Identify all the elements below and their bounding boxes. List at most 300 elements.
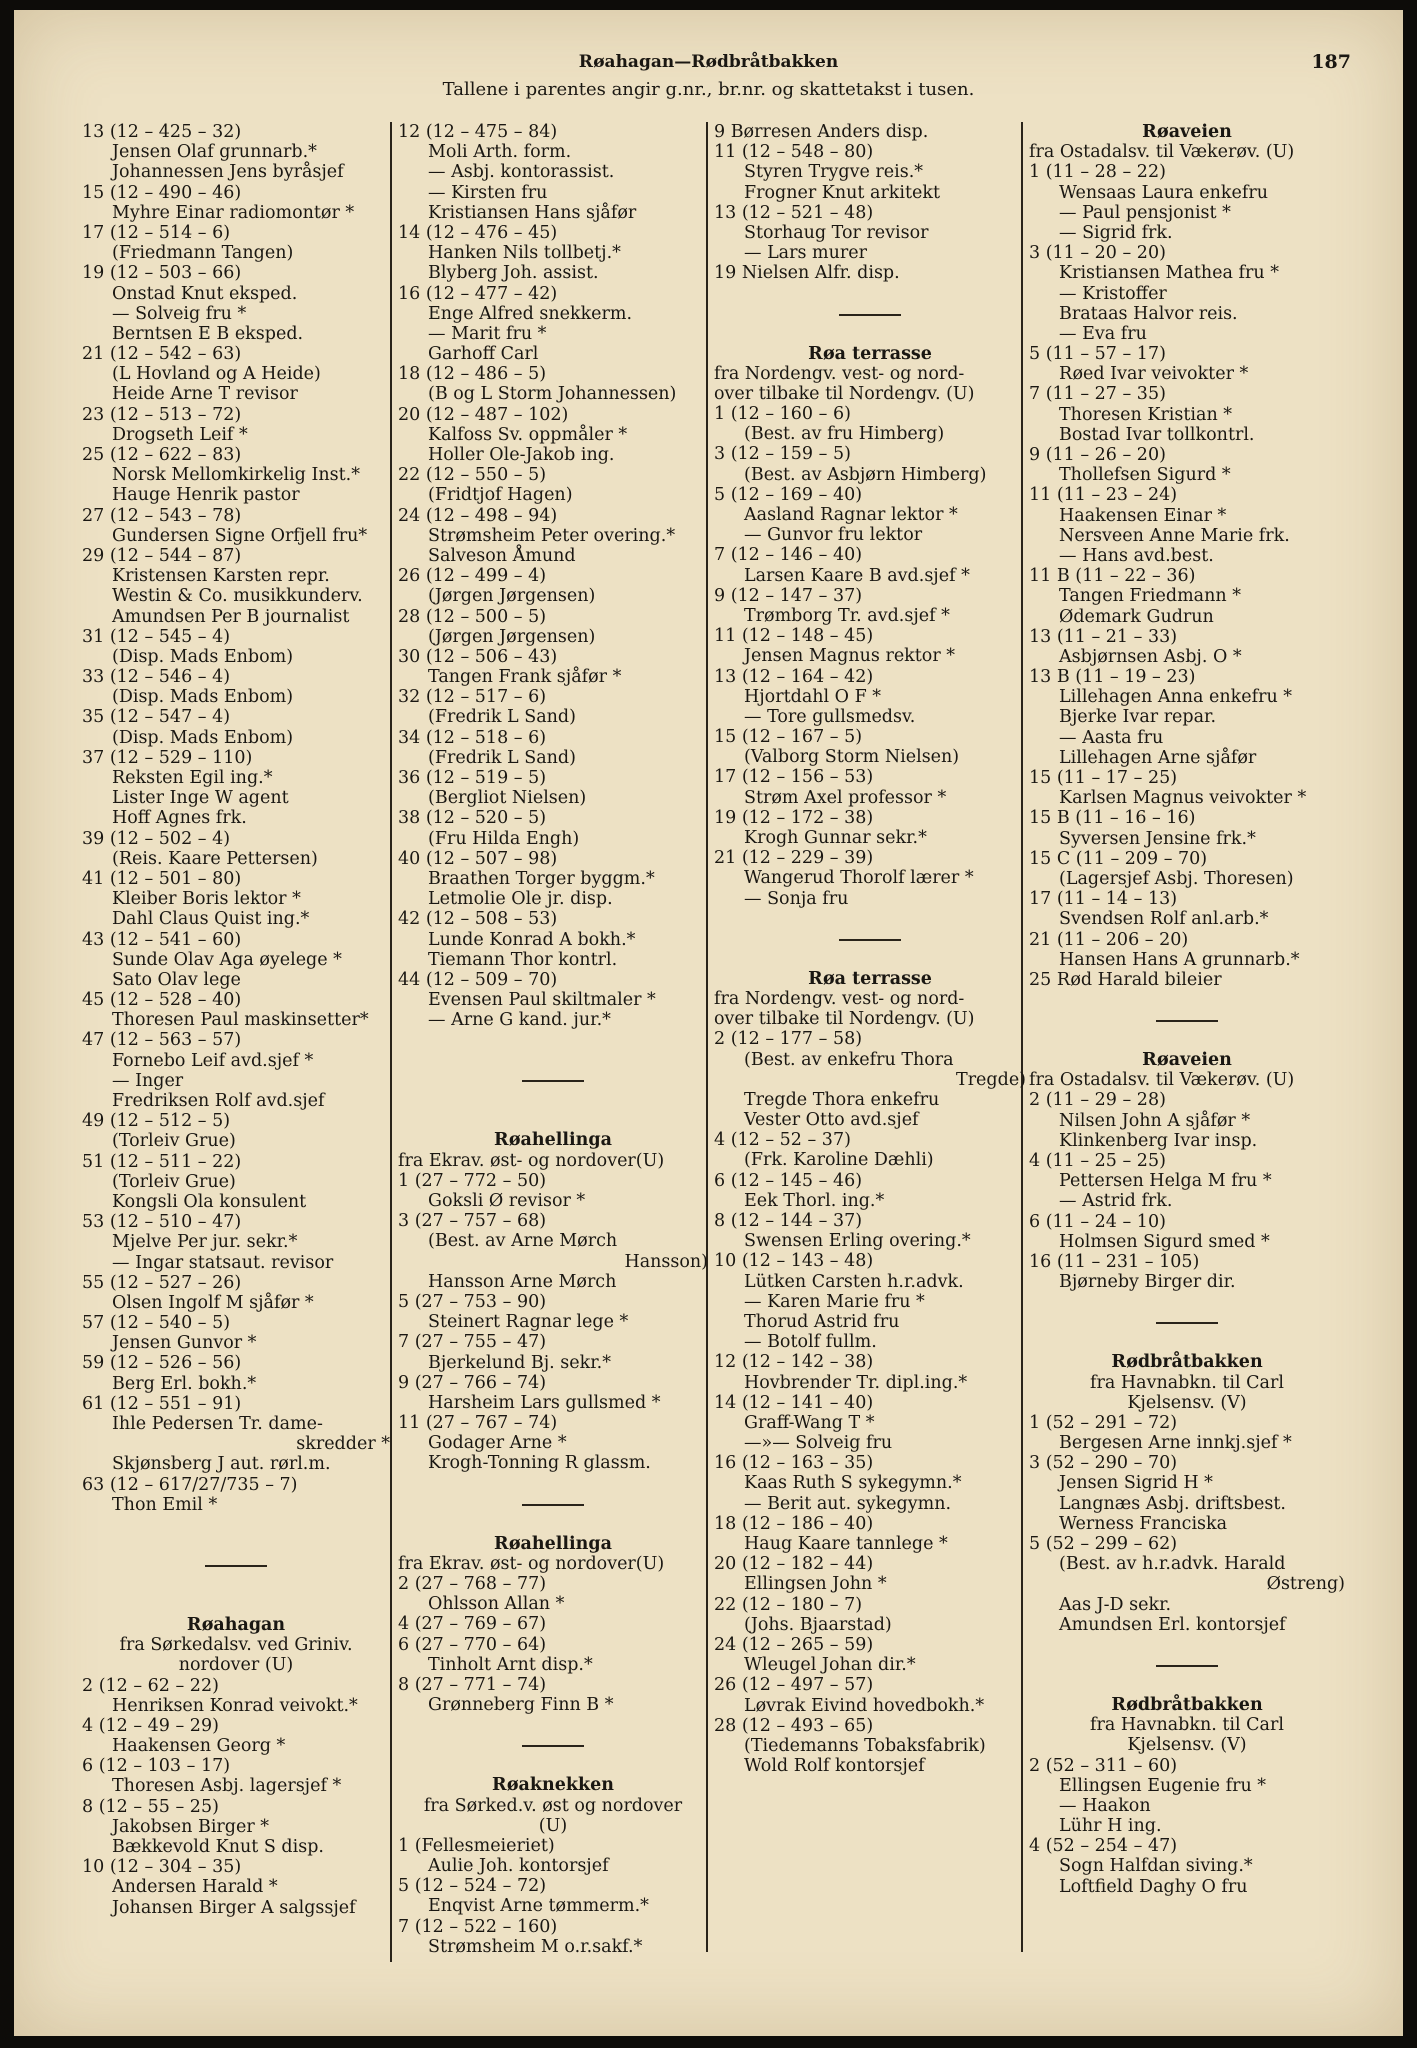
resident-entry: Evensen Paul skiltmaler *: [428, 990, 656, 1011]
directory-line: 13 (12 – 521 – 48): [714, 202, 874, 223]
directory-line: 24 (12 – 265 – 59): [714, 1634, 874, 1655]
section-separator: [1029, 1635, 1345, 1695]
resident-entry: Kristiansen Mathea fru *: [1059, 263, 1279, 284]
resident-entry: (Fru Hilda Engh): [428, 828, 580, 849]
directory-line: 18 (12 – 486 – 5): [398, 364, 547, 385]
resident-entry: Myhre Einar radiomontør *: [112, 202, 355, 223]
directory-line: 9 (12 – 147 – 37): [714, 585, 863, 606]
directory-line: 28 (12 – 493 – 65): [714, 1715, 874, 1736]
section-separator: [714, 909, 1026, 969]
directory-line: 4 (52 – 254 – 47): [1029, 1836, 1178, 1857]
directory-page: [14, 10, 1403, 2036]
directory-line: 20 (12 – 182 – 44): [714, 1554, 874, 1575]
directory-line: 17 (12 – 514 – 6): [82, 222, 231, 243]
resident-entry: Steinert Ragnar lege *: [428, 1312, 629, 1333]
directory-line: 7 (12 – 522 – 160): [398, 1916, 558, 1937]
resident-entry: — Botolf fullm.: [744, 1332, 877, 1353]
resident-entry: Lillehagen Arne sjåfør: [1059, 747, 1257, 768]
directory-line: 4 (11 – 25 – 25): [1029, 1151, 1166, 1171]
resident-entry: Wensaas Laura enkefru: [1059, 182, 1268, 203]
resident-entry: Grønneberg Finn B *: [428, 1695, 614, 1716]
resident-entry: — Astrid frk.: [1059, 1191, 1173, 1212]
resident-entry: Ellingsen Eugenie fru *: [1059, 1775, 1267, 1796]
resident-entry: Graff-Wang T *: [744, 1412, 875, 1433]
resident-entry: (Jørgen Jørgensen): [428, 626, 596, 647]
resident-entry: — Berit aut. sykegymn.: [744, 1493, 952, 1514]
resident-entry: Jensen Gunvor *: [112, 1333, 257, 1354]
directory-line: 1 (52 – 291 – 72): [1029, 1412, 1178, 1433]
resident-entry: Gundersen Signe Orfjell fru*: [112, 525, 368, 546]
resident-entry: Thollefsen Sigurd *: [1059, 465, 1231, 486]
resident-entry: Haug Kaare tannlege *: [744, 1534, 948, 1554]
column-divider: [390, 122, 392, 1962]
page-title: Røahagan—Rødbråtbakken: [578, 52, 839, 72]
resident-entry: Trømborg Tr. avd.sjef *: [744, 605, 950, 626]
resident-entry: Wleugel Johan dir.*: [744, 1655, 916, 1676]
resident-entry: Johansen Birger A salgssjef: [112, 1897, 356, 1918]
resident-entry: Thoresen Asbj. lagersjef *: [112, 1776, 342, 1797]
resident-entry: Holler Ole-Jakob ing.: [428, 445, 615, 465]
directory-line: fra Havnabkn. til Carl: [1090, 1372, 1284, 1393]
resident-entry: Swensen Erling overing.*: [744, 1231, 971, 1252]
directory-line: 5 (52 – 299 – 62): [1029, 1534, 1178, 1554]
resident-entry: — Sigrid frk.: [1059, 222, 1173, 243]
resident-entry: Fornebo Leif avd.sjef *: [112, 1050, 314, 1071]
directory-line: 2 (27 – 768 – 77): [398, 1574, 547, 1594]
directory-line: 61 (12 – 551 – 91): [82, 1393, 242, 1414]
page-subtitle: Tallene i parentes angir g.nr., br.nr. og skattetakst i tusen.: [442, 79, 975, 100]
resident-entry: Nilsen John A sjåfør *: [1059, 1110, 1251, 1131]
resident-entry: Mjelve Per jur. sekr.*: [112, 1232, 298, 1253]
directory-line: 5 (27 – 753 – 90): [398, 1291, 547, 1312]
resident-entry: — Gunvor fru lektor: [744, 525, 923, 546]
resident-entry: Krogh Gunnar sekr.*: [744, 828, 927, 848]
section-separator: [398, 1474, 708, 1534]
resident-entry: (Disp. Mads Enbom): [112, 727, 294, 748]
directory-line: Østreng): [1266, 1574, 1345, 1595]
resident-entry: Aulie Joh. kontorsjef: [428, 1856, 609, 1877]
resident-entry: — Kristoffer: [1059, 283, 1167, 304]
resident-entry: Dahl Claus Quist ing.*: [112, 909, 310, 930]
directory-line: 15 (12 – 167 – 5): [714, 727, 863, 748]
directory-line: 19 Nielsen Alfr. disp.: [714, 263, 900, 284]
directory-line: 10 (12 – 304 – 35): [82, 1857, 242, 1878]
directory-line: 6 (12 – 145 – 46): [714, 1170, 863, 1191]
resident-entry: — Hans avd.best.: [1059, 545, 1214, 566]
resident-entry: Berntsen E B eksped.: [112, 323, 304, 344]
resident-entry: Krogh-Tonning R glassm.: [428, 1453, 651, 1474]
resident-entry: Haakensen Georg *: [112, 1736, 286, 1757]
resident-entry: Lillehagen Anna enkefru *: [1059, 687, 1293, 708]
street-heading: Røaveien: [1142, 1050, 1232, 1071]
resident-entry: Svendsen Rolf anl.arb.*: [1059, 909, 1269, 930]
resident-entry: Loftfield Daghy O fru: [1059, 1876, 1248, 1897]
resident-entry: (Disp. Mads Enbom): [112, 646, 294, 667]
resident-entry: Pettersen Helga M fru *: [1059, 1171, 1272, 1192]
directory-line: 17 (12 – 156 – 53): [714, 767, 874, 788]
resident-entry: Langnæs Asbj. driftsbest.: [1059, 1493, 1286, 1514]
resident-entry: Thorud Astrid fru: [744, 1311, 900, 1332]
resident-entry: Jensen Magnus rektor *: [744, 646, 956, 667]
street-heading: Røaknekken: [492, 1775, 614, 1796]
resident-entry: Moli Arth. form.: [428, 142, 572, 163]
directory-line: 9 (27 – 766 – 74): [398, 1372, 547, 1393]
resident-entry: Haakensen Einar *: [1059, 505, 1227, 526]
directory-line: 29 (12 – 544 – 87): [82, 545, 242, 566]
directory-line: 22 (12 – 550 – 5): [398, 465, 547, 486]
directory-line: 19 (12 – 172 – 38): [714, 807, 874, 828]
directory-line: Kjelsensv. (V): [1127, 1392, 1247, 1413]
resident-entry: (Best. av enkefru Thora: [744, 1049, 954, 1070]
directory-line: 6 (11 – 24 – 10): [1029, 1211, 1166, 1232]
resident-entry: — Haakon: [1059, 1795, 1151, 1816]
directory-line: 9 (11 – 26 – 20): [1029, 445, 1166, 465]
directory-line: 5 (12 – 169 – 40): [714, 484, 863, 505]
resident-entry: Eek Thorl. ing.*: [744, 1190, 885, 1211]
resident-entry: — Arne G kand. jur.*: [428, 1010, 611, 1031]
resident-entry: Wangerud Thorolf lærer *: [744, 868, 974, 889]
directory-line: 16 (12 – 163 – 35): [714, 1453, 874, 1474]
directory-line: over tilbake til Nordengv. (U): [714, 383, 975, 404]
directory-line: 23 (12 – 513 – 72): [82, 404, 242, 425]
resident-entry: Sogn Halfdan siving.*: [1059, 1856, 1253, 1877]
resident-entry: Hansson Arne Mørch: [428, 1271, 617, 1292]
resident-entry: (Fredrik L Sand): [428, 747, 576, 768]
resident-entry: Sunde Olav Aga øyelege *: [112, 949, 342, 970]
resident-entry: — Inger: [112, 1070, 184, 1091]
resident-entry: Bostad Ivar tollkontrl.: [1059, 424, 1255, 445]
resident-entry: Frogner Knut arkitekt: [744, 182, 941, 203]
directory-line: 4 (12 – 49 – 29): [82, 1715, 219, 1736]
directory-line: 7 (11 – 27 – 35): [1029, 384, 1166, 405]
directory-line: nordover (U): [178, 1655, 294, 1676]
resident-entry: Karlsen Magnus veivokter *: [1059, 788, 1307, 809]
directory-line: 3 (11 – 20 – 20): [1029, 243, 1166, 264]
directory-line: 8 (27 – 771 – 74): [398, 1674, 547, 1695]
directory-line: 4 (12 – 52 – 37): [714, 1130, 851, 1151]
resident-entry: Bækkevold Knut S disp.: [112, 1837, 324, 1857]
resident-entry: Godager Arne *: [428, 1433, 567, 1454]
resident-entry: Enqvist Arne tømmerm.*: [428, 1896, 649, 1917]
resident-entry: Fredriksen Rolf avd.sjef: [112, 1091, 325, 1111]
directory-line: 2 (12 – 62 – 22): [82, 1675, 219, 1696]
page-number: 187: [1311, 51, 1351, 73]
directory-line: 2 (12 – 177 – 58): [714, 1029, 863, 1050]
resident-entry: Vester Otto avd.sjef: [744, 1110, 919, 1131]
resident-entry: (Torleiv Grue): [112, 1131, 236, 1152]
directory-line: 12 (12 – 142 – 38): [714, 1352, 874, 1373]
resident-entry: Enge Alfred snekkerm.: [428, 303, 633, 324]
resident-entry: Ihle Pedersen Tr. dame-: [112, 1414, 323, 1434]
resident-entry: Garhoff Carl: [428, 344, 539, 365]
resident-entry: Bjerkelund Bj. sekr.*: [428, 1352, 611, 1373]
directory-line: Tregde): [956, 1069, 1026, 1090]
directory-column-1: [82, 122, 390, 1918]
resident-entry: Løvrak Eivind hovedbokh.*: [744, 1695, 985, 1716]
resident-entry: (Fredrik L Sand): [428, 707, 576, 728]
resident-entry: (Fridtjof Hagen): [428, 485, 573, 506]
resident-entry: Bjerke Ivar repar.: [1059, 707, 1217, 728]
directory-line: 53 (12 – 510 – 47): [82, 1212, 242, 1233]
directory-line: 14 (12 – 141 – 40): [714, 1392, 874, 1413]
resident-entry: (Jørgen Jørgensen): [428, 586, 596, 607]
directory-line: 1 (Fellesmeieriet): [398, 1835, 555, 1856]
directory-column-3: [714, 122, 1026, 1776]
street-heading: Røahagan: [186, 1614, 286, 1635]
directory-line: 4 (27 – 769 – 67): [398, 1614, 547, 1635]
resident-entry: Tregde Thora enkefru: [744, 1089, 940, 1110]
resident-entry: Harsheim Lars gullsmed *: [428, 1392, 661, 1413]
directory-line: 63 (12 – 617/27/735 – 7): [82, 1474, 298, 1495]
directory-line: 43 (12 – 541 – 60): [82, 929, 242, 950]
resident-entry: Hansen Hans A grunnarb.*: [1059, 949, 1300, 970]
directory-line: fra Nordengv. vest- og nord-: [714, 988, 965, 1009]
resident-entry: — Solveig fru *: [112, 303, 247, 324]
resident-entry: Skjønsberg J aut. rørl.m.: [112, 1454, 331, 1475]
resident-entry: Amundsen Erl. kontorsjef: [1059, 1614, 1286, 1635]
directory-line: 6 (12 – 103 – 17): [82, 1756, 231, 1777]
directory-line: 1 (11 – 28 – 22): [1029, 162, 1166, 183]
directory-line: 2 (11 – 29 – 28): [1029, 1090, 1166, 1111]
resident-entry: Werness Franciska: [1059, 1513, 1228, 1534]
resident-entry: Tiemann Thor kontrl.: [428, 949, 618, 970]
resident-entry: (Valborg Storm Nielsen): [744, 747, 960, 768]
directory-line: 16 (12 – 477 – 42): [398, 283, 558, 304]
resident-entry: Tinholt Arnt disp.*: [428, 1654, 593, 1675]
directory-line: 13 B (11 – 19 – 23): [1029, 667, 1196, 688]
resident-entry: Hjortdahl O F *: [744, 686, 882, 707]
directory-line: 21 (12 – 229 – 39): [714, 848, 874, 869]
directory-line: 42 (12 – 508 – 53): [398, 909, 558, 930]
resident-entry: Berg Erl. bokh.*: [112, 1373, 257, 1394]
resident-entry: (B og L Storm Johannessen): [428, 384, 677, 405]
directory-line: 15 C (11 – 209 – 70): [1029, 848, 1208, 869]
resident-entry: Hoff Agnes frk.: [112, 808, 247, 829]
resident-entry: Salveson Åmund: [428, 545, 576, 566]
resident-entry: Reksten Egil ing.*: [112, 768, 273, 788]
directory-line: 13 (12 – 425 – 32): [82, 122, 242, 142]
directory-line: fra Sørked.v. øst og nordover: [423, 1795, 683, 1816]
resident-entry: Thon Emil *: [112, 1494, 218, 1515]
resident-entry: (Friedmann Tangen): [112, 243, 294, 264]
resident-entry: Jensen Sigrid H *: [1059, 1473, 1213, 1494]
resident-entry: Ellingsen John *: [744, 1574, 887, 1595]
directory-line: 16 (11 – 231 – 105): [1029, 1251, 1200, 1272]
directory-line: 8 (12 – 55 – 25): [82, 1796, 219, 1817]
resident-entry: (Bergliot Nielsen): [428, 788, 587, 809]
directory-column-4: [1029, 122, 1345, 1897]
resident-entry: (Best. av fru Himberg): [744, 424, 945, 445]
resident-entry: Ødemark Gudrun: [1059, 606, 1214, 627]
directory-line: 13 (12 – 164 – 42): [714, 666, 874, 687]
directory-line: fra Ostadalsv. til Vækerøv. (U): [1029, 1070, 1295, 1091]
resident-entry: Norsk Mellomkirkelig Inst.*: [112, 465, 360, 486]
resident-entry: (Lagersjef Asbj. Thoresen): [1059, 868, 1294, 889]
resident-entry: Olsen Ingolf M sjåfør *: [112, 1292, 314, 1313]
resident-entry: Braathen Torger byggm.*: [428, 868, 655, 889]
directory-line: 14 (12 – 476 – 45): [398, 222, 558, 243]
street-heading: Røahellinga: [494, 1130, 612, 1151]
directory-line: 21 (12 – 542 – 63): [82, 344, 242, 365]
street-heading: Røa terrasse: [808, 343, 932, 364]
directory-line: 37 (12 – 529 – 110): [82, 747, 253, 768]
directory-line: 45 (12 – 528 – 40): [82, 990, 242, 1011]
resident-entry: Onstad Knut eksped.: [112, 283, 298, 304]
directory-line: 11 (12 – 148 – 45): [714, 626, 874, 647]
directory-line: 13 (11 – 21 – 33): [1029, 626, 1178, 647]
directory-line: 39 (12 – 502 – 4): [82, 828, 231, 849]
resident-entry: Kristensen Karsten repr.: [112, 566, 330, 587]
directory-line: 27 (12 – 543 – 78): [82, 505, 242, 526]
resident-entry: Syversen Jensine frk.*: [1059, 828, 1256, 849]
directory-line: 28 (12 – 500 – 5): [398, 606, 547, 627]
directory-line: 3 (12 – 159 – 5): [714, 444, 851, 465]
resident-entry: — Asbj. kontorassist.: [428, 162, 615, 183]
resident-entry: — Tore gullsmedsv.: [744, 706, 916, 727]
directory-line: 26 (12 – 499 – 4): [398, 566, 547, 587]
directory-line: 5 (12 – 524 – 72): [398, 1876, 547, 1897]
resident-entry: Klinkenberg Ivar insp.: [1059, 1130, 1258, 1151]
resident-entry: Jensen Olaf grunnarb.*: [112, 142, 317, 163]
directory-line: fra Sørkedalsv. ved Griniv.: [119, 1635, 353, 1656]
directory-line: 3 (52 – 290 – 70): [1029, 1453, 1178, 1474]
directory-line: 21 (11 – 206 – 20): [1029, 929, 1189, 950]
resident-entry: Strøm Axel professor *: [744, 787, 947, 808]
directory-line: 7 (27 – 755 – 47): [398, 1332, 547, 1353]
resident-entry: Kongsli Ola konsulent: [112, 1191, 307, 1212]
directory-line: fra Nordengv. vest- og nord-: [714, 363, 965, 384]
directory-line: 30 (12 – 506 – 43): [398, 646, 558, 667]
directory-line: 18 (12 – 186 – 40): [714, 1513, 874, 1534]
directory-line: 44 (12 – 509 – 70): [398, 969, 558, 990]
resident-entry: Goksli Ø revisor *: [428, 1191, 586, 1211]
resident-entry: — Aasta fru: [1059, 727, 1164, 748]
directory-line: (U): [538, 1815, 568, 1836]
resident-entry: Johannessen Jens byråsjef: [112, 162, 344, 183]
section-separator: [1029, 1292, 1345, 1352]
resident-entry: Lister Inge W agent: [112, 788, 289, 809]
resident-entry: — Paul pensjonist *: [1059, 202, 1231, 223]
directory-line: 35 (12 – 547 – 4): [82, 707, 231, 728]
resident-entry: Heide Arne T revisor: [112, 384, 298, 405]
directory-line: 11 (11 – 23 – 24): [1029, 485, 1178, 506]
resident-entry: (Best. av Arne Mørch: [428, 1231, 618, 1252]
resident-entry: Kalfoss Sv. oppmåler *: [428, 424, 628, 445]
directory-line: 2 (52 – 311 – 60): [1029, 1755, 1178, 1776]
directory-line: 36 (12 – 519 – 5): [398, 768, 547, 788]
resident-entry: Kristiansen Hans sjåfør: [428, 202, 637, 223]
directory-line: 20 (12 – 487 – 102): [398, 404, 569, 425]
resident-entry: Thoresen Paul maskinsetter*: [112, 1010, 369, 1031]
resident-entry: Hanken Nils tollbetj.*: [428, 243, 621, 264]
directory-line: 15 (11 – 17 – 25): [1029, 768, 1178, 788]
resident-entry: (Best. av Asbjørn Himberg): [744, 464, 987, 485]
section-separator: [1029, 990, 1345, 1050]
directory-line: fra Ekrav. øst- og nordover(U): [398, 1553, 665, 1574]
resident-entry: — Sonja fru: [744, 888, 849, 909]
resident-entry: — Lars murer: [744, 243, 867, 264]
directory-line: 55 (12 – 527 – 26): [82, 1272, 242, 1293]
directory-line: 41 (12 – 501 – 80): [82, 868, 242, 889]
resident-entry: Sato Olav lege: [112, 969, 241, 990]
directory-line: 12 (12 – 475 – 84): [398, 122, 558, 142]
resident-entry: Brataas Halvor reis.: [1059, 303, 1238, 324]
directory-line: fra Ekrav. øst- og nordover(U): [398, 1150, 665, 1171]
resident-entry: Kaas Ruth S sykegymn.*: [744, 1473, 962, 1494]
directory-line: 51 (12 – 511 – 22): [82, 1151, 242, 1172]
resident-entry: Strømsheim M o.r.sakf.*: [428, 1936, 643, 1957]
resident-entry: Aasland Ragnar lektor *: [744, 505, 958, 525]
directory-line: 7 (12 – 146 – 40): [714, 545, 863, 566]
directory-line: 25 (12 – 622 – 83): [82, 445, 242, 465]
section-separator: [398, 1030, 708, 1130]
directory-line: Hansson): [624, 1251, 708, 1272]
directory-line: 31 (12 – 545 – 4): [82, 626, 231, 647]
resident-entry: — Karen Marie fru *: [744, 1291, 925, 1312]
directory-line: fra Ostadalsv. til Vækerøv. (U): [1029, 142, 1295, 163]
resident-entry: (Best. av h.r.advk. Harald: [1059, 1554, 1286, 1575]
street-heading: Rødbråtbakken: [1111, 1352, 1263, 1373]
directory-line: 33 (12 – 546 – 4): [82, 667, 231, 688]
resident-entry: Henriksen Konrad veivokt.*: [112, 1695, 358, 1716]
resident-entry: (Reis. Kaare Pettersen): [112, 848, 318, 869]
directory-line: skredder *: [296, 1434, 390, 1455]
section-separator: [398, 1715, 708, 1775]
street-heading: Røahellinga: [494, 1533, 612, 1554]
resident-entry: — Marit fru *: [428, 323, 547, 344]
directory-line: 9 Børresen Anders disp.: [714, 122, 929, 142]
street-heading: Rødbråtbakken: [1111, 1694, 1263, 1715]
resident-entry: —»— Solveig fru: [744, 1433, 893, 1454]
resident-entry: (Tiedemanns Tobaksfabrik): [744, 1735, 986, 1756]
directory-line: 32 (12 – 517 – 6): [398, 687, 547, 708]
resident-entry: Nersveen Anne Marie frk.: [1059, 525, 1290, 546]
resident-entry: Amundsen Per B journalist: [112, 606, 350, 627]
directory-line: 57 (12 – 540 – 5): [82, 1313, 231, 1334]
directory-line: 5 (11 – 57 – 17): [1029, 344, 1166, 365]
resident-entry: Kleiber Boris lektor *: [112, 889, 301, 910]
directory-line: 15 B (11 – 16 – 16): [1029, 808, 1196, 829]
directory-line: fra Havnabkn. til Carl: [1090, 1715, 1284, 1736]
resident-entry: Lütken Carsten h.r.advk.: [744, 1271, 964, 1292]
resident-entry: (Frk. Karoline Dæhli): [744, 1150, 934, 1171]
resident-entry: Tangen Frank sjåfør *: [428, 667, 622, 688]
resident-entry: — Kirsten fru: [428, 182, 548, 203]
resident-entry: Larsen Kaare B avd.sjef *: [744, 565, 970, 586]
directory-line: 3 (27 – 757 – 68): [398, 1211, 547, 1232]
directory-line: 15 (12 – 490 – 46): [82, 182, 242, 203]
directory-line: 11 (12 – 548 – 80): [714, 142, 874, 163]
resident-entry: Bjørneby Birger dir.: [1059, 1272, 1236, 1293]
directory-line: 8 (12 – 144 – 37): [714, 1211, 863, 1231]
resident-entry: Letmolie Ole jr. disp.: [428, 889, 613, 910]
resident-entry: Styren Trygve reis.*: [744, 162, 924, 183]
directory-line: 22 (12 – 180 – 7): [714, 1594, 863, 1615]
resident-entry: Hauge Henrik pastor: [112, 485, 300, 506]
directory-line: 34 (12 – 518 – 6): [398, 727, 547, 748]
directory-line: Kjelsensv. (V): [1127, 1735, 1247, 1756]
resident-entry: Wold Rolf kontorsjef: [744, 1756, 925, 1777]
directory-line: over tilbake til Nordengv. (U): [714, 1009, 975, 1030]
resident-entry: Holmsen Sigurd smed *: [1059, 1231, 1270, 1252]
directory-line: 1 (12 – 160 – 6): [714, 404, 851, 425]
resident-entry: Jakobsen Birger *: [112, 1816, 270, 1837]
resident-entry: Tangen Friedmann *: [1059, 586, 1241, 607]
resident-entry: (L Hovland og A Heide): [112, 364, 321, 385]
resident-entry: Røed Ivar veivokter *: [1059, 364, 1249, 385]
directory-line: 59 (12 – 526 – 56): [82, 1353, 242, 1374]
street-heading: Røaveien: [1142, 122, 1232, 142]
